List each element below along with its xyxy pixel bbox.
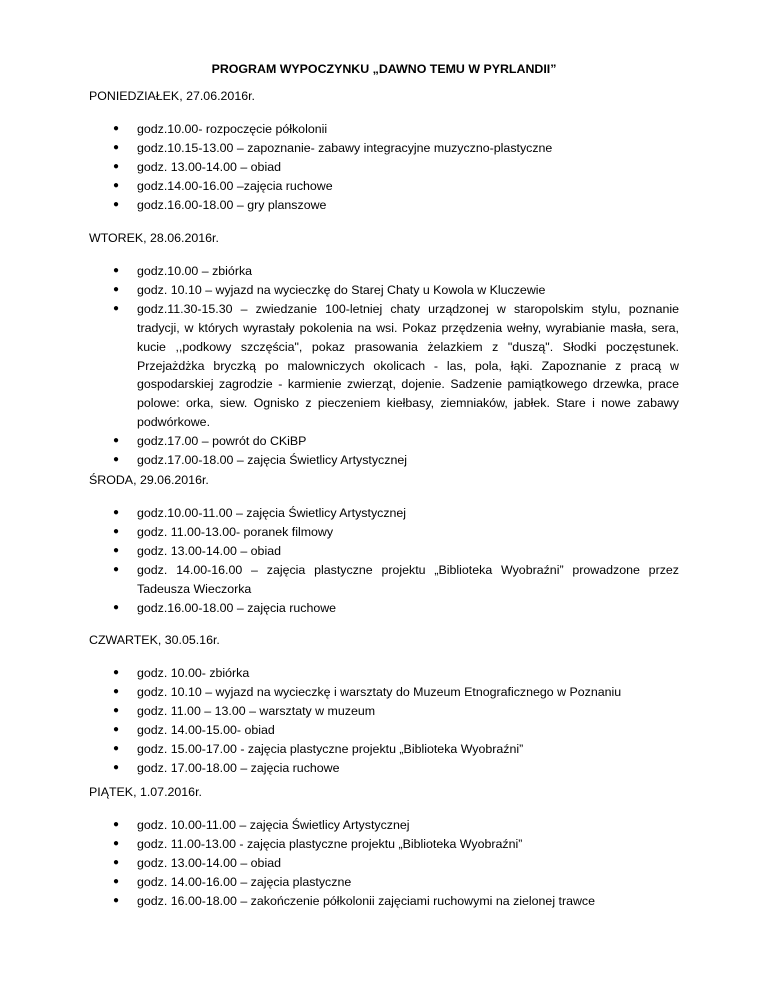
bullet-icon: ● <box>113 742 120 754</box>
bullet-icon: ● <box>113 454 120 466</box>
list-item <box>0 892 679 911</box>
bullet-icon: ● <box>113 544 120 556</box>
list-item-text: godz.16.00-18.00 – gry planszowe <box>137 197 327 212</box>
schedule-list <box>0 504 768 617</box>
bullet-icon: ● <box>113 160 120 172</box>
list-item-text: godz.14.00-16.00 –zajęcia ruchowe <box>137 178 333 193</box>
day-heading: WTOREK, 28.06.2016r. <box>89 231 219 245</box>
bullet-icon: ● <box>113 141 120 153</box>
bullet-icon: ● <box>113 761 120 773</box>
list-item-text: godz. 11.00 – 13.00 – warsztaty w muzeum <box>137 703 376 718</box>
list-item-text: godz.10.00- rozpoczęcie półkolonii <box>137 122 328 136</box>
list-item-text: godz.10.00 – zbiórka <box>137 264 253 278</box>
bullet-icon: ● <box>113 894 120 906</box>
list-item <box>0 451 679 470</box>
list-item <box>0 432 679 451</box>
list-item-text: godz.10.00-11.00 – zajęcia Świetlicy Artystycznej <box>137 506 407 520</box>
list-item-text: godz. 10.10 – wyjazd na wycieczkę do Starej Chaty u Kowola w Kluczewie <box>137 282 546 297</box>
day-heading: CZWARTEK, 30.05.16r. <box>89 633 220 647</box>
day-heading: PIĄTEK, 1.07.2016r. <box>89 785 202 799</box>
list-item <box>0 523 679 542</box>
bullet-icon: ● <box>113 198 120 210</box>
bullet-icon: ● <box>113 265 120 276</box>
list-item <box>0 542 679 561</box>
list-item-text: godz.10.15-13.00 – zapoznanie- zabawy integracyjne muzyczno-plastyczne <box>137 140 553 155</box>
list-item <box>0 664 679 683</box>
list-item <box>0 759 679 778</box>
bullet-icon: ● <box>113 601 120 613</box>
schedule-list <box>0 262 768 470</box>
list-item-text: godz. 14.00-16.00 – zajęcia plastyczne projektu „Biblioteka Wyobraźni” prowadzone przez Tadeusza Wieczorka <box>137 562 679 596</box>
bullet-icon: ● <box>113 123 120 134</box>
list-item-text: godz. 10.10 – wyjazd na wycieczkę i warsztaty do Muzeum Etnograficznego w Poznaniu <box>137 684 622 699</box>
list-item-text: godz. 13.00-14.00 – obiad <box>137 543 281 558</box>
list-item <box>0 721 679 740</box>
list-item-text: godz. 10.00- zbiórka <box>137 666 250 680</box>
list-item <box>0 196 679 215</box>
list-item <box>0 561 679 599</box>
list-item-text: godz.17.00-18.00 – zajęcia Świetlicy Artystycznej <box>137 453 407 468</box>
schedule-list <box>0 816 768 911</box>
list-item <box>0 139 679 158</box>
bullet-icon: ● <box>113 704 120 716</box>
list-item <box>0 854 679 873</box>
list-item-text: godz. 11.00-13.00- poranek filmowy <box>137 524 334 539</box>
schedule-list <box>0 664 768 777</box>
bullet-icon: ● <box>113 435 120 447</box>
list-item-text: godz. 11.00-13.00 - zajęcia plastyczne projektu „Biblioteka Wyobraźni” <box>137 836 523 851</box>
bullet-icon: ● <box>113 723 120 735</box>
bullet-icon: ● <box>113 283 120 295</box>
list-item <box>0 262 679 281</box>
document-title: PROGRAM WYPOCZYNKU „DAWNO TEMU W PYRLANDII” <box>211 62 557 76</box>
bullet-icon: ● <box>113 837 120 849</box>
list-item <box>0 816 679 835</box>
list-item-text: godz.11.30-15.30 – zwiedzanie 100-letniej chaty urządzonej w staropolskim stylu, poznanie tradycji, w których wyrastały pokolenia na wsi. Pokaz przędzenia wełny, wyrabianie masła, sera, kucie ,,podkowy szczęścia", pokaz prasowania żelazkiem z "duszą". Słodki poczęstunek. Przejażdżka bryczką po malowniczych okolicach - las, pola, łąki. Zapoznanie z pracą w gospodarskiej zagrodzie - karmienie zwierząt, dojenie. Sadzenie pamiątkowego drzewka, prace polowe: orka, siew. Ognisko z pieczeniem kiełbasy, ziemniaków, jabłek. Stare i nowe zabawy podwórkowe. <box>137 301 679 430</box>
schedule-list <box>0 120 768 215</box>
day-heading: PONIEDZIAŁEK, 27.06.2016r. <box>89 89 255 103</box>
list-item <box>0 158 679 177</box>
list-item <box>0 683 679 702</box>
bullet-icon: ● <box>113 507 120 518</box>
list-item-text: godz. 14.00-15.00- obiad <box>137 722 275 737</box>
list-item <box>0 702 679 721</box>
list-item-text: godz. 10.00-11.00 – zajęcia Świetlicy Artystycznej <box>137 818 410 832</box>
bullet-icon: ● <box>113 667 120 678</box>
bullet-icon: ● <box>113 525 120 537</box>
bullet-icon: ● <box>113 819 120 830</box>
bullet-icon: ● <box>113 302 120 314</box>
bullet-icon: ● <box>113 563 120 575</box>
list-item <box>0 120 679 139</box>
bullet-icon: ● <box>113 685 120 697</box>
bullet-icon: ● <box>113 856 120 868</box>
bullet-icon: ● <box>113 875 120 887</box>
list-item <box>0 177 679 196</box>
list-item <box>0 873 679 892</box>
list-item-text: godz. 15.00-17.00 - zajęcia plastyczne projektu „Biblioteka Wyobraźni” <box>137 741 524 756</box>
list-item-text: godz. 14.00-16.00 – zajęcia plastyczne <box>137 874 352 889</box>
list-item <box>0 740 679 759</box>
list-item <box>0 300 679 432</box>
list-item <box>0 599 679 618</box>
list-item-text: godz.17.00 – powrót do CKiBP <box>137 434 307 449</box>
day-heading: ŚRODA, 29.06.2016r. <box>89 473 209 487</box>
list-item <box>0 835 679 854</box>
bullet-icon: ● <box>113 179 120 191</box>
list-item-text: godz. 13.00-14.00 – obiad <box>137 855 281 870</box>
list-item <box>0 504 679 523</box>
list-item-text: godz. 17.00-18.00 – zajęcia ruchowe <box>137 760 340 775</box>
list-item-text: godz. 16.00-18.00 – zakończenie półkolonii zajęciami ruchowymi na zielonej trawce <box>137 893 596 908</box>
list-item <box>0 281 679 300</box>
list-item-text: godz. 13.00-14.00 – obiad <box>137 159 281 174</box>
list-item-text: godz.16.00-18.00 – zajęcia ruchowe <box>137 600 337 615</box>
